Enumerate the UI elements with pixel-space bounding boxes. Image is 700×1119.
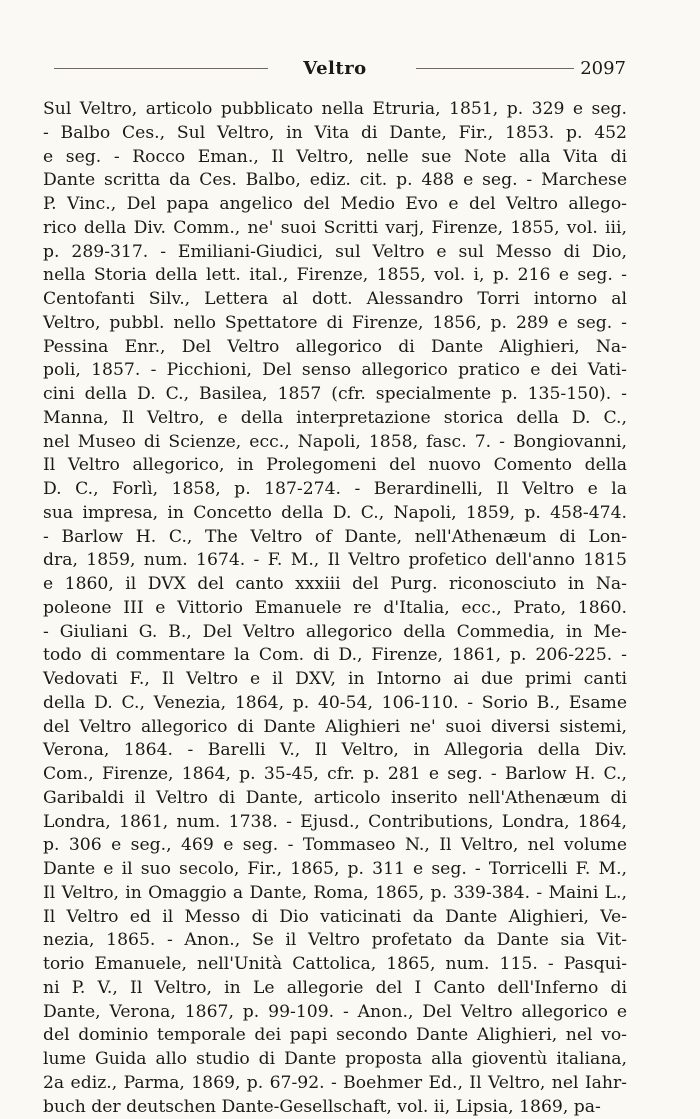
text-line: Dante, Verona, 1867, p. 99-109. - Anon., Del Veltro allegorico e <box>43 1001 627 1025</box>
running-header <box>44 58 626 82</box>
text-line: todo di commentare la Com. di D., Firenze, 1861, p. 206-225. - <box>43 644 627 668</box>
text-line: - Barlow H. C., The Veltro of Dante, nell'Athenæum di Lon- <box>43 526 627 550</box>
text-line: poli, 1857. - Picchioni, Del senso allegorico pratico e dei Vati- <box>43 359 627 383</box>
text-line: p. 289-317. - Emiliani-Giudici, sul Veltro e sul Messo di Dio, <box>43 241 627 265</box>
text-line: - Balbo Ces., Sul Veltro, in Vita di Dante, Fir., 1853. p. 452 <box>43 122 627 146</box>
text-line: nel Museo di Scienze, ecc., Napoli, 1858, fasc. 7. - Bongiovanni, <box>43 431 627 455</box>
text-line: poleone III e Vittorio Emanuele re d'Italia, ecc., Prato, 1860. <box>43 597 627 621</box>
text-line: Il Veltro ed il Messo di Dio vaticinati da Dante Alighieri, Ve- <box>43 906 627 930</box>
text-line: e 1860, il DVX del canto xxxiii del Purg. riconosciuto in Na- <box>43 573 627 597</box>
text-line: cini della D. C., Basilea, 1857 (cfr. specialmente p. 135-150). - <box>43 383 627 407</box>
text-line: della D. C., Venezia, 1864, p. 40-54, 106-110. - Sorio B., Esame <box>43 692 627 716</box>
page-number: 2097 <box>574 58 626 79</box>
text-line: Centofanti Silv., Lettera al dott. Alessandro Torri intorno al <box>43 288 627 312</box>
text-line: e seg. - Rocco Eman., Il Veltro, nelle sue Note alla Vita di <box>43 146 627 170</box>
text-line: ni P. V., Il Veltro, in Le allegorie del I Canto dell'Inferno di <box>43 977 627 1001</box>
text-line: Veltro, pubbl. nello Spettatore di Firenze, 1856, p. 289 e seg. - <box>43 312 627 336</box>
text-line: Pessina Enr., Del Veltro allegorico di Dante Alighieri, Na- <box>43 336 627 360</box>
text-line: nella Storia della lett. ital., Firenze, 1855, vol. i, p. 216 e seg. - <box>43 264 627 288</box>
bibliography-text <box>43 98 627 1119</box>
text-line: p. 306 e seg., 469 e seg. - Tommaseo N., Il Veltro, nel volume <box>43 834 627 858</box>
text-line: torio Emanuele, nell'Unità Cattolica, 1865, num. 115. - Pasqui- <box>43 953 627 977</box>
text-line: Il Veltro allegorico, in Prolegomeni del nuovo Comento della <box>43 454 627 478</box>
text-line: Garibaldi il Veltro di Dante, articolo inserito nell'Athenæum di <box>43 787 627 811</box>
text-line: Manna, Il Veltro, e della interpretazione storica della D. C., <box>43 407 627 431</box>
text-line: lume Guida allo studio di Dante proposta alla gioventù italiana, <box>43 1048 627 1072</box>
text-line: Dante scritta da Ces. Balbo, ediz. cit. p. 488 e seg. - Marchese <box>43 169 627 193</box>
text-line: Il Veltro, in Omaggio a Dante, Roma, 1865, p. 339-384. - Maini L., <box>43 882 627 906</box>
text-line: del Veltro allegorico di Dante Alighieri ne' suoi diversi sistemi, <box>43 716 627 740</box>
text-line: Sul Veltro, articolo pubblicato nella Etruria, 1851, p. 329 e seg. <box>43 98 627 122</box>
text-line: rico della Div. Comm., ne' suoi Scritti varj, Firenze, 1855, vol. iii, <box>43 217 627 241</box>
text-line: 2a ediz., Parma, 1869, p. 67-92. - Boehmer Ed., Il Veltro, nel Iahr- <box>43 1072 627 1096</box>
text-line: buch der deutschen Dante-Gesellschaft, vol. ii, Lipsia, 1869, pa- <box>43 1096 627 1119</box>
text-line: Vedovati F., Il Veltro e il DXV, in Intorno ai due primi canti <box>43 668 627 692</box>
text-line: - Giuliani G. B., Del Veltro allegorico della Commedia, in Me- <box>43 621 627 645</box>
text-line: D. C., Forlì, 1858, p. 187-274. - Berardinelli, Il Veltro e la <box>43 478 627 502</box>
text-line: Verona, 1864. - Barelli V., Il Veltro, in Allegoria della Div. <box>43 739 627 763</box>
text-line: nezia, 1865. - Anon., Se il Veltro profetato da Dante sia Vit- <box>43 929 627 953</box>
text-line: del dominio temporale dei papi secondo Dante Alighieri, nel vo- <box>43 1024 627 1048</box>
text-line: P. Vinc., Del papa angelico del Medio Evo e del Veltro allego- <box>43 193 627 217</box>
text-line: Londra, 1861, num. 1738. - Ejusd., Contributions, Londra, 1864, <box>43 811 627 835</box>
running-title: Veltro <box>44 58 626 79</box>
text-line: Dante e il suo secolo, Fir., 1865, p. 311 e seg. - Torricelli F. M., <box>43 858 627 882</box>
text-line: Com., Firenze, 1864, p. 35-45, cfr. p. 281 e seg. - Barlow H. C., <box>43 763 627 787</box>
text-line: dra, 1859, num. 1674. - F. M., Il Veltro profetico dell'anno 1815 <box>43 549 627 573</box>
text-line: sua impresa, in Concetto della D. C., Napoli, 1859, p. 458-474. <box>43 502 627 526</box>
